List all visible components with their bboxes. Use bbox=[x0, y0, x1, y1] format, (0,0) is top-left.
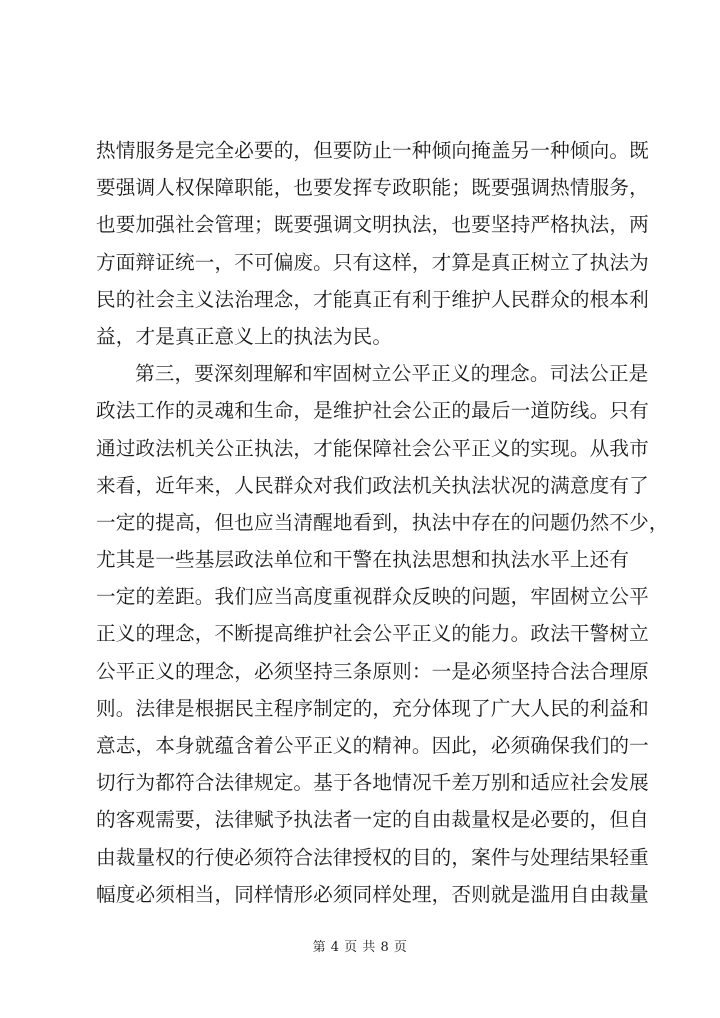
text-line: 政法工作的灵魂和生命，是维护社会公正的最后一道防线。只有 bbox=[96, 399, 649, 423]
text-line: 切行为都符合法律规定。基于各地情况千差万别和适应社会发展 bbox=[96, 771, 649, 795]
text-line: 的客观需要，法律赋予执法者一定的自由裁量权是必要的，但自 bbox=[96, 808, 649, 832]
text-line: 通过政法机关公正执法，才能保障社会公平正义的实现。从我市 bbox=[96, 436, 649, 460]
text-line: 则。法律是根据民主程序制定的，充分体现了广大人民的利益和 bbox=[96, 696, 649, 720]
text-line: 一定的差距。我们应当高度重视群众反映的问题，牢固树立公平 bbox=[96, 585, 649, 609]
text-line: 幅度必须相当，同样情形必须同样处理，否则就是滥用自由裁量 bbox=[96, 882, 649, 906]
text-line: 尤其是一些基层政法单位和干警在执法思想和执法水平上还有 bbox=[96, 548, 630, 572]
text-line: 来看，近年来，人民群众对我们政法机关执法状况的满意度有了 bbox=[96, 473, 649, 497]
text-line: 正义的理念，不断提高维护社会公平正义的能力。政法干警树立 bbox=[96, 622, 649, 646]
text-line: 也要加强社会管理；既要强调文明执法，也要坚持严格执法，两 bbox=[96, 213, 649, 237]
paragraph-start-line: 第三，要深刻理解和牢固树立公平正义的理念。司法公正是 bbox=[135, 362, 649, 386]
text-line: 方面辩证统一，不可偏废。只有这样，才算是真正树立了执法为 bbox=[96, 250, 649, 274]
document-body bbox=[96, 132, 669, 913]
text-line: 公平正义的理念，必须坚持三条原则：一是必须坚持合法合理原 bbox=[96, 659, 649, 683]
text-line: 由裁量权的行使必须符合法律授权的目的，案件与处理结果轻重 bbox=[96, 845, 649, 869]
text-line: 民的社会主义法治理念，才能真正有利于维护人民群众的根本利 bbox=[96, 287, 649, 311]
text-line: 意志，本身就蕴含着公平正义的精神。因此，必须确保我们的一 bbox=[96, 734, 649, 757]
text-line: 要强调人权保障职能，也要发挥专政职能；既要强调热情服务， bbox=[96, 176, 649, 200]
text-line: 一定的提高，但也应当清醒地看到，执法中存在的问题仍然不少， bbox=[96, 510, 669, 534]
page-number-footer: 第 4 页 共 8 页 bbox=[312, 940, 408, 955]
text-line: 益，才是真正意义上的执法为民。 bbox=[96, 324, 393, 348]
text-line: 热情服务是完全必要的，但要防止一种倾向掩盖另一种倾向。既 bbox=[96, 139, 649, 162]
